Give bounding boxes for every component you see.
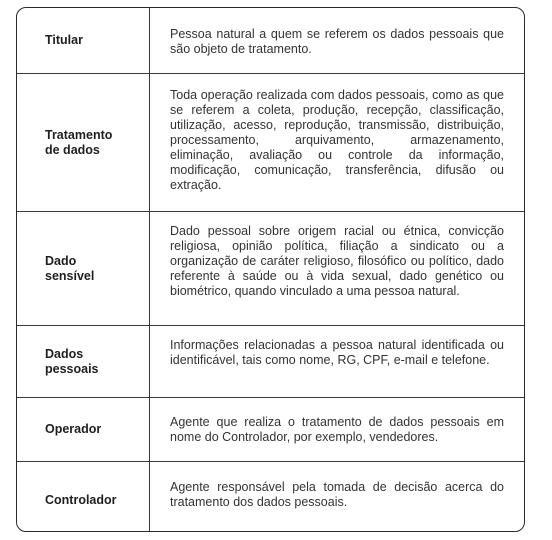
term-dado-sensivel [17, 212, 150, 326]
term-label: Dado sensível [45, 253, 95, 283]
definition-text: Dado pessoal sobre origem racial ou étnica, convicção religiosa, opinião política, filiação a sindicato ou a organização de caráter religioso, filosófico ou político, dado referente à saúde ou à vida sexual, dado genético ou biométrico, quando vinculado a uma pessoa natural. [170, 224, 504, 298]
term-label: Dados pessoais [45, 346, 99, 376]
definition-dados-pessoais [150, 326, 524, 398]
definition-text: Toda operação realizada com dados pessoais, como as que se referem a coleta, produção, recepção, classificação, utilização, acesso, reprodução, transmissão, distribuição, processamento, arquivamento, armazenamento, eliminação, avaliação ou controle da informação, modificação, comunicação, transferência, difusão ou extração. [170, 88, 504, 192]
definition-text: Pessoa natural a quem se referem os dados pessoais que são objeto de tratamento. [170, 27, 504, 56]
definition-text: Agente que realiza o tratamento de dados pessoais em nome do Controlador, por exemplo, vendedores. [170, 415, 504, 444]
glossary-table [16, 7, 525, 532]
definition-text: Informações relacionadas a pessoa natural identificada ou identificável, tais como nome, RG, CPF, e-mail e telefone. [170, 338, 504, 367]
term-operador [17, 398, 150, 462]
definition-operador [150, 398, 524, 462]
term-label: Operador [45, 422, 102, 436]
term-tratamento-de-dados [17, 74, 150, 212]
term-label: Tratamento de dados [45, 127, 113, 157]
term-titular [17, 8, 150, 74]
definition-tratamento-de-dados [150, 74, 524, 212]
term-label: Controlador [45, 493, 117, 507]
term-controlador [17, 462, 150, 532]
definition-dado-sensivel [150, 212, 524, 326]
definition-titular [150, 8, 524, 74]
definition-text: Agente responsável pela tomada de decisão acerca do tratamento dos dados pessoais. [170, 480, 504, 509]
definition-controlador [150, 462, 524, 532]
term-dados-pessoais [17, 326, 150, 398]
term-label: Titular [45, 33, 83, 47]
